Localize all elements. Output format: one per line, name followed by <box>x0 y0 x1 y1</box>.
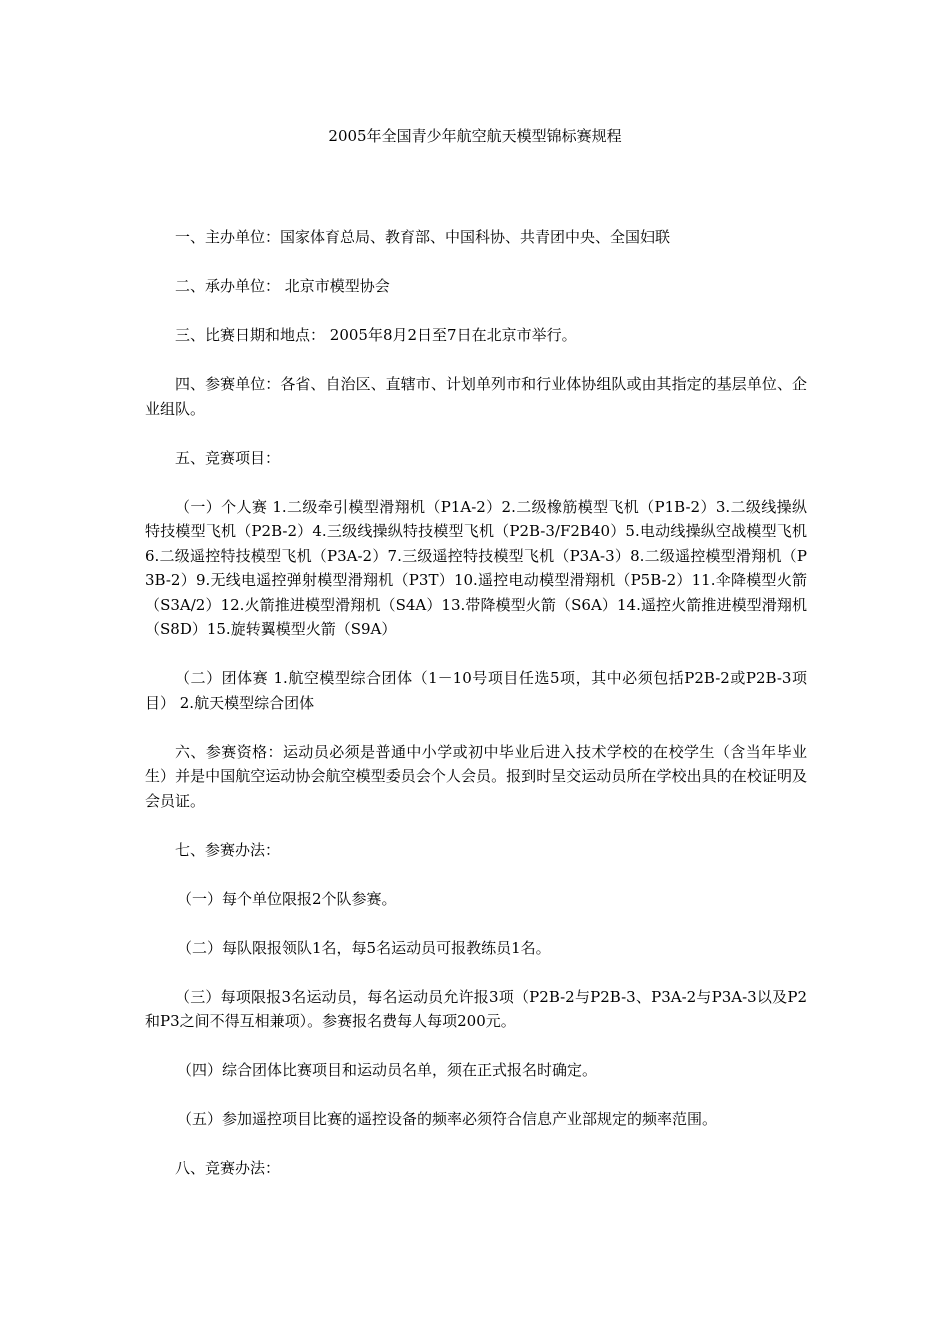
paragraph-competition-rules-heading: 八、竞赛办法： <box>175 1159 281 1177</box>
paragraph-gap <box>145 813 807 838</box>
paragraph-events-heading: 五、竞赛项目： <box>175 448 281 467</box>
paragraph-team-events: （二）团体赛 1.航空模型综合团体（1－10号项目任选5项，其中必须包括P2B-2或P2B-3项目） 2.航天模型综合团体 <box>145 669 807 712</box>
paragraph-entry-rule-2: （二）每队限报领队1名，每5名运动员可报教练员1名。 <box>177 938 551 957</box>
paragraph-host: 二、承办单位： 北京市模型协会 <box>175 277 390 295</box>
paragraph-gap <box>145 862 807 887</box>
document-body <box>145 225 807 1181</box>
paragraph-gap <box>145 1132 807 1157</box>
paragraph-entry-rule-3: （三）每项限报3名运动员，每名运动员允许报3项（P2B-2与P2B-3、P3A-2与P3A-3以及P2和P3之间不得互相兼项）。参赛报名费每人每项200元。 <box>145 987 807 1030</box>
paragraph-entry-rule-1: （一）每个单位限报2个队参赛。 <box>177 889 397 908</box>
paragraph-gap <box>145 421 807 446</box>
paragraph-gap <box>145 642 807 667</box>
paragraph-participants: 四、参赛单位：各省、自治区、直辖市、计划单列市和行业体协组队或由其指定的基层单位、企业组队。 <box>145 375 807 418</box>
paragraph-individual-events: （一）个人赛 1.二级牵引模型滑翔机（P1A-2）2.二级橡筋模型飞机（P1B-2）3.二级线操纵特技模型飞机（P2B-2）4.三级线操纵特技模型飞机（P2B-3/F2B40）5.电动线操纵空战模型飞机 6.二级遥控特技模型飞机（P3A-2）7.三级遥控特技模型飞机（P3A-3）8.二级遥控模型滑翔机（P3B-2）9.无线电遥控弹射模型滑翔机（P3T）10.遥控电动模型滑翔机（P5B-2）11.伞降模型火箭（S3A/2）12.火箭推进模型滑翔机（S4A）13.带降模型火箭（S6A）14.遥控火箭推进模型滑翔机（S8D）15.旋转翼模型火箭（S9A） <box>145 497 807 638</box>
paragraph-gap <box>145 1083 807 1108</box>
paragraph-eligibility: 六、参赛资格：运动员必须是普通中小学或初中毕业后进入技术学校的在校学生（含当年毕业生）并是中国航空运动协会航空模型委员会个人会员。报到时呈交运动员所在学校出具的在校证明及会员证。 <box>145 742 807 810</box>
paragraph-entry-rule-5: （五）参加遥控项目比赛的遥控设备的频率必须符合信息产业部规定的频率范围。 <box>177 1110 718 1128</box>
paragraph-entry-rule-4: （四）综合团体比赛项目和运动员名单，须在正式报名时确定。 <box>177 1061 598 1079</box>
paragraph-gap <box>145 348 807 373</box>
paragraph-gap <box>145 299 807 324</box>
paragraph-date-location: 三、比赛日期和地点： 2005年8月2日至7日在北京市举行。 <box>175 326 577 344</box>
paragraph-gap <box>145 1034 807 1059</box>
paragraph-entry-rules-heading: 七、参赛办法： <box>175 840 281 859</box>
paragraph-gap <box>145 911 807 936</box>
paragraph-gap <box>145 470 807 495</box>
paragraph-gap <box>145 250 807 275</box>
paragraph-organizer: 一、主办单位：国家体育总局、教育部、中国科协、共青团中央、全国妇联 <box>175 228 671 246</box>
paragraph-gap <box>145 715 807 740</box>
paragraph-gap <box>145 960 807 985</box>
document-title: 2005年全国青少年航空航天模型锦标赛规程 <box>328 127 622 145</box>
